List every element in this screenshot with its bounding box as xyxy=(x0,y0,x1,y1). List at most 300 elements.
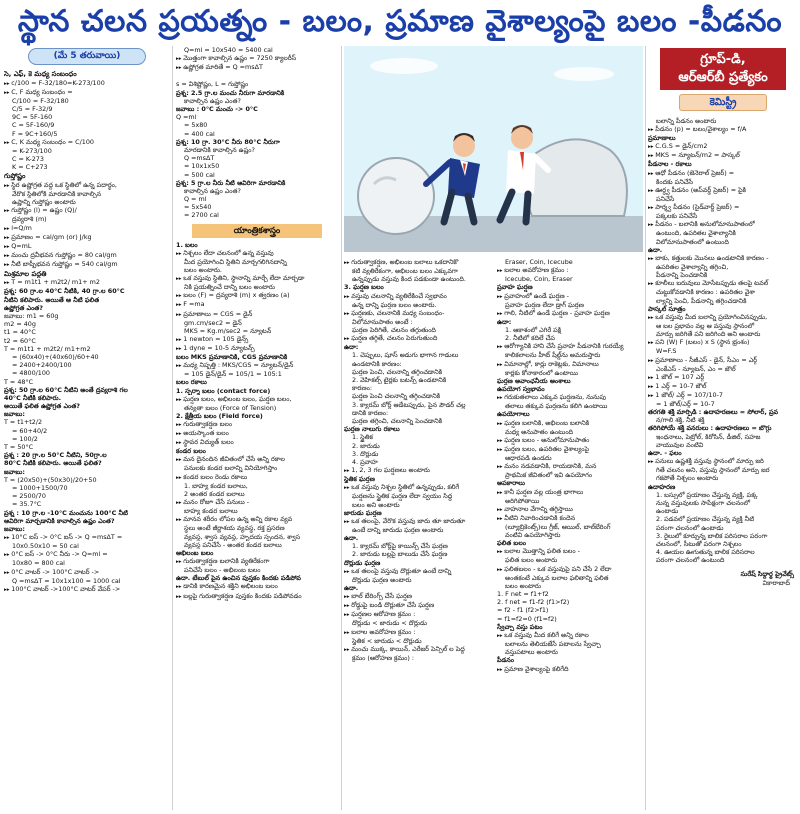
column-divider xyxy=(645,46,646,810)
text-line: ప్రవాహ ఘర్షణ లేదా డ్రాగ్ ఘర్షణ xyxy=(505,300,584,309)
text-line: ▸▸ ప్రమాణాలు = CGS = డైన్ xyxy=(176,310,338,319)
text-line: బలం అంటారు xyxy=(505,581,541,590)
text-line: ▸▸ కండర బలం రెండు రకాలు xyxy=(176,473,338,482)
text-line: 2. f net = f1-f2 (f1>f2) xyxy=(497,598,570,607)
text-line: ▸▸ బాకు, కత్తులకు మొనలు ఉండటానికి కారణం - xyxy=(648,254,798,263)
text-line: ▸▸ l=Q/m xyxy=(4,224,170,233)
text-line: ఇంధనాలు, పెట్రోల్, కిరోసిన్, డీజిల్, సహజ xyxy=(656,432,761,441)
text-line: ▸▸ ఆధో పీడనం (జెనెరాల్ ప్రెజర్) = xyxy=(648,169,798,178)
text-line: = 105 డైన్/డైన్ = 105/1 = 105:1 xyxy=(184,370,282,379)
text-line: ఉష్ణాన్ని గుప్తోష్ణం అంటారు xyxy=(12,198,76,207)
column-1-text xyxy=(4,70,170,594)
text-line: 2. నీటిలో కదిలే చేప xyxy=(505,334,555,343)
text-line: నీటిని కలిపారు. అయితే ఆ నీటి ఫలిత xyxy=(4,295,100,304)
text-line: బలం అంటారు. xyxy=(184,266,222,275)
text-line: మార్పు జరిగితే పని జరిగింది అని అంటారు xyxy=(656,330,761,339)
continued-badge: (మే 5 తరువాయి) xyxy=(28,48,146,65)
text-line: 4. ప్రవాహ xyxy=(352,457,378,466)
text-line: ▸▸ ఘర్షణకు, చలనానికి మధ్య సంబంధం- xyxy=(344,309,492,318)
text-line: గకపోతే నిశ్చలం అంటారు xyxy=(656,474,719,483)
text-line: బలం రకాలు xyxy=(176,378,207,387)
text-line: ఉదా. xyxy=(344,584,359,593)
text-line: = 2700 cal xyxy=(184,211,219,220)
text-line: విలోమానుపాతంలో ఉంటుంది xyxy=(656,237,729,246)
text-line: ఆ బల ప్రభావం వల్ల ఆ వస్తువు స్థానంలో xyxy=(656,321,755,330)
text-line: = 10x1x50 xyxy=(184,162,220,171)
text-line: ▸▸ గుప్తోష్ణం (l) = ఉష్ణం (Q)/ xyxy=(4,206,170,215)
column-5-text xyxy=(648,117,798,564)
text-line: మారడానికి కావాల్సిన ఉష్ణం? xyxy=(184,145,255,154)
text-line: ఆవిరిగా మార్చడానికి కావాల్సిన ఉష్ణం ఎంత? xyxy=(4,516,115,525)
text-line: చుట్టుకోవడానికి కారణం : ఉపరితల వైశా xyxy=(656,288,755,297)
text-line: గుప్తోష్ణం xyxy=(4,172,26,181)
text-line: పీడనం xyxy=(497,656,514,665)
text-line: ఫలిత బలం అంటారు xyxy=(505,556,558,565)
text-line: ఉదా. xyxy=(344,534,359,543)
text-line: ఉష్ణోగ్రత ఎంత? xyxy=(4,303,43,312)
text-line: 1. బస్సులో ప్రయాణం చేస్తున్న వ్యక్తి, పక్క xyxy=(656,490,758,499)
column-5 xyxy=(648,46,798,810)
text-line: వ్యవస్థ, శ్వాస వ్యవస్థ, హృదయ స్పందన, శ్వాస xyxy=(184,532,301,541)
text-line: అభిలంబ బలం xyxy=(176,548,214,557)
text-line: గితే చలనం అని, వస్తువు స్థానంలో మార్పు జర xyxy=(656,466,770,475)
text-line: ఉపరితల వైశాల్యాన్ని తగ్గించి, xyxy=(656,262,729,271)
text-line: కారణం: xyxy=(352,384,373,393)
text-line: Q =msΔT = 10x1x100 = 1000 cal xyxy=(12,576,121,585)
text-line: C/5 = F-32/9 xyxy=(12,104,53,113)
text-line: ▸▸ C, F మధ్య సంబంధం = xyxy=(4,88,170,97)
text-line: ▸▸ ఘర్షణ బలం, అభిలంబ బలం, ఘర్షణ బలం, xyxy=(176,395,338,404)
text-line: ▸▸ పార్శ్వ పీడనం (సైడ్‌వార్డ్ ప్రెజర్) = xyxy=(648,203,798,212)
text-line: దొర్లుడు ఘర్షణ xyxy=(344,558,381,567)
text-line: ఉదా. xyxy=(648,245,663,254)
text-line: 1. బాహ్య కండర బలాలు, xyxy=(184,481,248,490)
text-line: = 100/2 xyxy=(12,434,38,443)
column-2 xyxy=(176,46,338,810)
text-line: ▸▸ వస్తువు చలనాన్ని వ్యతిరేకించే స్వభావం xyxy=(344,292,492,301)
text-line: తన్యతా బలం (Force of Tension) xyxy=(184,403,277,412)
text-line: ▸▸ మంచు ముక్క, కాయిన్, ఎరేజర్ పెన్సిల్ ల పెద్ద xyxy=(344,645,492,654)
illustration-image xyxy=(344,46,643,252)
text-line: T = t1+t2/2 xyxy=(4,418,43,427)
text-line xyxy=(176,72,338,80)
text-line: న/గాలి శక్తి, నీటి శక్తి xyxy=(656,416,705,425)
text-line: కావాల్సిన ఉష్ణం ఎంత? xyxy=(184,96,241,105)
text-line: మీద ప్రయోగించి స్థితిని మార్చగలిగినదాన్ని xyxy=(184,257,287,266)
text-line: ▸▸ C.G.S = డైన్/cm2 xyxy=(648,142,798,151)
text-line: నికి ప్రయత్నించే దాన్ని బలం అంటారు xyxy=(184,283,275,292)
column-2-text-continued xyxy=(176,241,338,601)
text-line: 2. క్షేత్రీయ బలం (Field force) xyxy=(176,411,263,420)
text-line: కాలికలాలను హీట్ షీల్డ్‌ను అమరుస్తారు xyxy=(505,351,601,360)
text-line: s = విశిష్టోష్ణం, L = గుప్తోష్ణం xyxy=(176,80,249,89)
text-line: కండర బలం xyxy=(176,447,206,456)
text-line: వేరొక స్థితిలోకి మారడానికి కావాల్సిన xyxy=(12,190,102,198)
text-line: ఘర్షణ నాలుగు రకాలు xyxy=(344,425,400,434)
text-line: ▸▸ c/100 = F-32/180=K-273/100 xyxy=(4,79,170,88)
text-line: = K-273/100 xyxy=(12,146,52,155)
text-line: పక్కలకు పనిచేసే xyxy=(656,212,698,221)
text-line: 1. స్థైతిక xyxy=(352,433,373,442)
text-line: ▸▸ ప్రమాణ వైశాల్యంపై కలిగేది xyxy=(497,665,643,674)
text-line: ▸▸ బలాల మొత్తాన్ని ఫలిత బలం - xyxy=(497,547,643,556)
text-line: = f2 - f1 (f2>f1) xyxy=(497,606,549,615)
text-line: ▸▸ ఒక వస్తువు నిశ్చల స్థితిలో ఉన్నప్పుడు, కలిగే xyxy=(344,483,492,492)
text-line: ▸▸ బలం (F) = ద్రవ్యరాశి (m) x త్వరణం (a) xyxy=(176,291,338,300)
text-line: = 60+40/2 xyxy=(12,426,48,435)
text-line: C = 5F-160/9 xyxy=(12,121,55,130)
exam-banner xyxy=(660,48,786,90)
text-line: ఘర్షణ పెరిగితే, చలనం తగ్గుతుంది xyxy=(352,326,436,335)
text-line: ▸▸ MKS = న్యూటన్/m2 = పాస్కల్ xyxy=(648,151,798,160)
text-line: T = (20x50)+(50x30)/20+50 xyxy=(4,475,97,484)
text-line: ఉండటానికి కారణం: xyxy=(352,359,402,368)
text-line: 3. దొర్లుడు xyxy=(352,449,379,458)
text-line: = 1000+1500/70 xyxy=(12,483,68,492)
text-line: ఫలిత బలం xyxy=(497,539,526,548)
text-line: ఉదా. టేబుల్ పైన ఉంచిన పుస్తకం కిందకు పడిపోవ xyxy=(176,574,301,583)
text-line: ▸▸ ఒక వస్తువు మీద బలాన్ని ప్రయోగించినప్పుడు, xyxy=(648,313,798,322)
column-1 xyxy=(4,46,170,810)
text-line: 2. జారుడు xyxy=(352,441,380,450)
text-line: ▸▸ ఆరోగ్యానికి హాని చేసే ప్రవాహ పీడనానికి గురయ్యే xyxy=(497,342,643,351)
text-line: జవాబు : 0°C మంచు -> 0°C xyxy=(176,105,258,113)
text-line: స్థైతిక ఘర్షణ xyxy=(344,475,375,484)
text-line: ఉదా: xyxy=(344,343,359,352)
text-line: ప్రవాహ ఘర్షణ xyxy=(497,283,533,292)
text-line: Q=ml = 10x540 = 5400 cal xyxy=(184,46,273,54)
column-3 xyxy=(344,258,492,810)
text-line: = 2400+2400/100 xyxy=(12,361,72,370)
text-line: క్రమం (ఆరోహణ క్రమం) : xyxy=(352,653,415,662)
text-line: ▸▸ పని (W) F (బలం) x S (స్థాన భ్రంశం) xyxy=(648,338,798,347)
text-line: ▸▸ నిశ్చలం లేదా చలనంలో ఉన్న వస్తువు xyxy=(176,249,338,258)
text-line: ఉంటే దాన్ని జారుడు ఘర్షణ అంటారు xyxy=(352,525,444,534)
text-line: = f1=f2=0 (f1=f2) xyxy=(497,614,557,623)
text-line: ▸▸ ఒక తలంపై, వేరొక వస్తువు జారు తూ జారుతూ xyxy=(344,517,492,526)
text-line: ఆధారపడి ఉండదు xyxy=(505,453,552,462)
text-line: ▸▸ గురుత్వాకర్షణ, అభిలంబ బలాలు ఒకదానికొ xyxy=(344,258,492,267)
column-3-text xyxy=(344,258,492,662)
text-line: ▸▸ ఒక వస్తువు స్థితిని, స్థానాన్ని మార్చే లేదా మార్చడా xyxy=(176,274,338,283)
text-line: = 500 cal xyxy=(184,170,215,179)
text-line: నున్న వస్తువులకు సాపేక్షంగా చలనంలో xyxy=(656,498,751,507)
text-line: ▸▸ కూలీలు బరువులు మోసేటప్పుడు తలపై టవల్ xyxy=(648,279,798,288)
text-line: స్థలు అంటే జీర్ణాశయ వ్యవస్థ, రక్త ప్రసరణ xyxy=(184,524,285,533)
text-line: ▸▸ మన దైనందిన జీవితంలో చేసే అన్ని రకాల xyxy=(176,455,338,464)
text-line: Q =msΔT xyxy=(184,154,215,163)
text-line: ప్రశ్న: 5 గ్రా.ల నీరు నీటి ఆవిరిగా మారడానికి xyxy=(176,178,286,187)
text-line: ఉన్నప్పుడు వస్తువు కింద పడకుండా ఉంటుంది. xyxy=(352,275,466,284)
banner-line-2: ఆర్ఆర్‌బీ ప్రత్యేకం xyxy=(678,70,768,85)
text-line: = 5x80 xyxy=(184,121,208,130)
text-line: కిందకు పనిచేసే xyxy=(656,177,694,186)
text-line: ఉదా. - ఫలం xyxy=(648,448,682,457)
text-line: 2 అంతర కండర బలాలు xyxy=(184,489,245,498)
text-line: పనిచేసే బలం - అభిలంబ బలం xyxy=(184,566,261,575)
text-line: ▸▸ ఘర్షణ బలం - అనులోమానుపాతం xyxy=(497,436,643,445)
text-line: ▸▸ ఘర్షణ తగ్గితే, చలనం పెరుగుతుంది xyxy=(344,334,492,343)
text-line: ▸▸ పీడనం (p) = బలం/వైశాల్యం = f/A xyxy=(648,125,798,134)
text-line: స్థైతిక < జారుడు < దొర్లుడు xyxy=(352,636,422,645)
illustration-pushing-boulders xyxy=(344,46,643,252)
text-line: బాహ్య కండర బలాలు xyxy=(184,507,238,516)
text-line: ప్రశ్న: 50 గ్రా.ల 60°C నీటిని అంతే ద్రవ్యరాశి గల xyxy=(4,385,128,394)
text-line: T = 48°C xyxy=(4,377,34,386)
text-line: ▸▸ ప్రమాణం = cal/gm (or) J/kg xyxy=(4,233,170,242)
text-line: పరంగా చలనంలో ఉంటాడు xyxy=(656,523,724,532)
text-line: స్వేచ్ఛా వస్తు పటం xyxy=(497,622,543,631)
text-line: ▸▸ బలాల అవరోహణ క్రమం : xyxy=(344,628,492,637)
text-line: సె, ఎఫ్, కె మధ్య సంబంధం xyxy=(4,70,77,78)
text-line: ఘర్షణ పెంచి, చలనాన్ని తగ్గించడానికి xyxy=(352,367,443,376)
author-name: సురేష్ సిద్దార్థ ప్రైవేట్స్ xyxy=(740,570,794,579)
text-line: పాస్కల్ సూత్రం xyxy=(648,304,686,313)
text-line: T = 50°C xyxy=(4,443,34,452)
text-line: 2. వెహికల్స్ టైర్లకు బటన్స్ ఉండటానికి xyxy=(352,376,447,384)
text-line: ▸▸ ఊర్ధ్వ పీడనం (అప్‌వర్డ్ ప్రెజర్) = పైకి xyxy=(648,186,798,195)
text-line: ▸▸ పీడనం - బలానికి అనులోమానుపాతంలో xyxy=(648,220,798,229)
text-line: ప్రశ్న: 2.5 గ్రా.ల మంచు నీరుగా మారడానికి xyxy=(176,88,285,97)
text-line: ▸▸ ఒక వస్తువు మీద కలిగే అన్ని రకాల xyxy=(497,631,643,640)
text-line: కటి వ్యతిరేకంగా, అభిలంబ బలం ఎక్కువగా xyxy=(352,267,458,276)
text-line: ▸▸ వాహనాల వేగాన్ని తగ్గిస్తాయి xyxy=(497,505,643,514)
text-line: ▸▸ గరుకుతలాలు ఎక్కువ ఘర్షణను, నునుపు xyxy=(497,393,643,402)
text-line: ▸▸ డానికి కారణమైన శక్తిని అభిలంబ బలం xyxy=(176,582,338,591)
text-line: 1. F net = f1+f2 xyxy=(497,589,549,598)
text-line: జవాబు: xyxy=(4,467,25,476)
text-line: ▸▸ ప్రమాణాలు - సీజీఎస్ - డైన్, సీఎం = ఎర్గ్ xyxy=(648,356,798,365)
text-line: ▸▸ మనం నడవడానికి, రాయడానికి, మన xyxy=(497,462,643,471)
banner-line-1: గ్రూప్-డి, xyxy=(700,52,746,67)
text-line: డానికి కారణం: xyxy=(352,408,389,417)
text-line: 1. చెప్పులు, షూస్ అడుగు భాగాన గాడులు xyxy=(352,351,459,360)
text-line: = (60x40)+(40x60)/60+40 xyxy=(12,352,99,361)
text-line: ▸▸ ఒక తలంపై వస్తువు దొర్లుతూ ఉంటే దాన్ని xyxy=(344,567,492,576)
text-line: = 2500/70 xyxy=(12,492,46,501)
text-line: ఘర్షణ పెంచి చలనాన్ని తగ్గించడానికి xyxy=(352,392,441,401)
text-line: చలనంలో, సీటుతో పరంగా నిశ్చలం xyxy=(656,539,742,548)
text-line: వాయువుల వంటివి xyxy=(656,440,704,449)
text-line: ▸▸ 0°C ఐస్ -> 0°C నీరు -> Q=ml = xyxy=(4,550,170,559)
text-line: పనిచేసే xyxy=(656,194,675,203)
text-line: ▸▸ కానీ ఘర్షణ వల్ల యంత్ర భాగాలు xyxy=(497,488,643,497)
text-line: మధ్య అనుపాతం ఉంటుంది xyxy=(505,427,574,436)
text-line: విలోమానుపాతం అంటే : xyxy=(352,317,413,326)
column-2-text xyxy=(176,46,338,220)
text-line: 3. క్యారమ్ బోర్డ్ ఆడేటప్పుడు, పైన పౌడర్ చల్ల xyxy=(352,400,466,409)
text-line: = 5x540 xyxy=(184,203,212,212)
text-line: ల్యాన్ని పెంచి, పీడనాన్ని తగ్గించడానికి xyxy=(656,296,747,305)
text-line: ▸▸ స్థిర ఉష్ణోగ్రత వద్ద ఒక స్థితిలో ఉన్న పదార్థం, xyxy=(4,181,170,190)
text-line: ఉన్న దాన్ని ఘర్షణ బలం అంటారు. xyxy=(352,300,437,309)
text-line: ▸▸ ఫలితబలం - ఒక వస్తువుపై పని చేసే 2 లేదా xyxy=(497,565,643,574)
text-line: పనులకు కండర బలాన్ని వినియోగిస్తాం xyxy=(184,464,278,473)
text-line: = 4800/100 xyxy=(12,369,51,378)
text-line: ఘర్షణ తగ్గించి, చలనాన్ని పెంచడానికి xyxy=(352,416,443,425)
text-line: 1. ఆకాశంలో ఎగిరే పక్షి xyxy=(505,326,562,335)
text-line: ప్రశ్న: 10 గ్రా. 30°C నీరు 80°C నీరుగా xyxy=(176,137,280,146)
text-line: బలాన్ని పీడనం అంటారు xyxy=(656,117,717,125)
text-line: 10x80 = 800 cal xyxy=(12,559,65,568)
text-line: ▸▸ మంచు ద్రవీభవన గుప్తోష్ణం = 80 cal/gm xyxy=(4,251,170,260)
text-line: ప్రాథమిక జీవితంలో ఇవి ఉపయోగం xyxy=(505,471,593,480)
text-line: ఎంకేఎస్ - న్యూటన్, ఎం = జౌల్ xyxy=(656,364,736,373)
text-line: ▸▸ T = m1t1 + m2t2/ m1+ m2 xyxy=(4,278,170,287)
text-line: ▸▸ ప్రవాహంలో ఉండే ఘర్షణ - xyxy=(497,292,643,301)
text-line: 2. జారుడు బల్లపై బాలుడు చేసే ఘర్షణ xyxy=(352,550,448,559)
text-line: ▸▸ గురుత్వాకర్షణ బలం xyxy=(176,420,338,429)
text-line: ఘర్షణను స్థైతిక ఘర్షణ లేదా స్వయం సిద్ధ xyxy=(352,492,453,501)
text-line: 9C = 5F-160 xyxy=(12,113,53,122)
text-line: ▸▸ 1, 2, 3 గల ఘర్షణలు అంటారు xyxy=(344,466,492,475)
text-line: బలం MKS ప్రమాణానికి, CGS ప్రమాణానికి xyxy=(176,352,288,361)
text-line: 1. క్యారమ్ బోర్డ్‌పై కాయిన్స్ చేసే ఘర్షణ xyxy=(352,542,448,551)
column-divider xyxy=(341,46,342,810)
text-line: ▸▸ బల్లపై గురుత్వాకర్షణ పుస్తకం కిందకు పడిపోవడం xyxy=(176,592,338,601)
text-line: ప్రశ్న : 10 గ్రా.ల -10°C మంచును 100°C నీటి xyxy=(4,508,128,517)
text-line: 2. పడవలో ప్రయాణం చేస్తున్న వ్యక్తి నీటి xyxy=(656,515,755,524)
text-line: ▸▸ మొత్తంగా కావాల్సిన ఉష్ణం = 7250 క్యాలరీస్ xyxy=(176,54,338,63)
text-line: ▸▸ ఘర్షణ బలానికి, అభిలంబ బలానికి xyxy=(497,419,643,428)
text-line: బలాలను తెలియజేసే పటాలను స్వేచ్ఛా xyxy=(505,639,601,648)
text-line: 3. ఘర్షణ బలం xyxy=(344,283,384,292)
text-line: కావాల్సిన ఉష్ణం ఎంత? xyxy=(184,186,241,195)
text-line: జవాబు: m1 = 60g xyxy=(4,312,59,321)
text-line: ▸▸ 10°C ఐస్ -> 0°C ఐస్ -> Q =msΔT = xyxy=(4,533,170,542)
text-line: m2 = 40g xyxy=(4,320,36,329)
text-line: ▸▸ Q=mL xyxy=(4,242,170,251)
text-line: C/100 = F-32/180 xyxy=(12,96,69,105)
article-headline: స్థాన చలన ప్రయత్నం - బలం, ప్రమాణ వైశాల్యంపై బలం -పీడనం xyxy=(17,4,783,39)
text-line: K = C+273 xyxy=(12,163,48,172)
text-line: ▸▸ మనం రోజూ చేసే పనులు - xyxy=(176,498,338,507)
text-line: ▸▸ అయస్కాంత బలం xyxy=(176,429,338,438)
text-line: ఉదాహరణ xyxy=(648,482,676,491)
text-line: అరిగిపోతాయి xyxy=(505,496,540,505)
text-line: 4. ఊయల ఊగుతున్న బాలిక పరిసరాల xyxy=(656,548,755,557)
text-line: = 400 cal xyxy=(184,129,215,138)
text-line: = 1 జౌల్/ఎర్గ్ = 10-7 xyxy=(656,399,715,408)
text-line: 1. స్పర్శా బలం (contact force) xyxy=(176,386,271,395)
text-line: ▸▸ 1 జౌల్ = 107 ఎర్గ్ xyxy=(648,373,798,382)
text-line: ▸▸ 0°C వాటర్ -> 100°C వాటర్ -> xyxy=(4,568,170,577)
text-line: ▸▸ మధ్య నిష్పత్తి : MKS/CGS = న్యూటన్/డైన్ xyxy=(176,361,338,370)
text-line: తలాలు తక్కువ ఘర్షణను కలిగి ఉంటాయి xyxy=(505,402,608,411)
text-line: ఉదా: xyxy=(497,317,512,326)
author-place: వికారాబాద్ xyxy=(762,578,790,587)
text-line: t2 = 60°C xyxy=(4,336,36,345)
text-line: F = 9C+160/5 xyxy=(12,129,58,138)
section-heading: యాంత్రికశాస్త్రం xyxy=(192,224,322,238)
text-line: 80°C నీటికి కలిపారు. అయితే ఫలిత? xyxy=(4,459,102,468)
text-line: Icecube, Coin, Eraser xyxy=(505,275,573,284)
text-line: ▸▸ 1 ఎర్గ్ = 10-7 జౌల్ xyxy=(648,382,798,391)
text-line: Q = ml xyxy=(184,195,207,204)
text-line: ▸▸ 1 dyne = 10-5 న్యూటన్స్ xyxy=(176,344,338,353)
text-line: Eraser, Coin, Icecube xyxy=(505,258,573,266)
text-line: జారుడు ఘర్షణ xyxy=(344,508,382,517)
text-line: వ్యవస్థ పనిచేసే - అంతర కండర బలాలు xyxy=(184,540,282,549)
text-line: ▸▸ పనులు ఉష్ణశక్తి వస్తువు స్థానంలో మార్పు జరి xyxy=(648,457,798,466)
text-line: ▸▸ బలాల అవరోహణ క్రమం : xyxy=(497,266,643,275)
text-line: 10x0.50x10 = 50 cal xyxy=(12,542,79,551)
text-line: ▸▸ స్థావర విద్యుత్ బలం xyxy=(176,438,338,447)
text-line: పరంగా చలనంలో ఉంటుంది xyxy=(656,556,725,565)
text-line: ప్రశ్న: 60 గ్రా.ల 40°C నీటికి, 40 గ్రా.ల 60°C xyxy=(4,287,125,296)
text-line: బలం అని అంటారు xyxy=(352,500,400,509)
text-line: 40°C నీటికి కలిపారు. xyxy=(4,393,62,402)
text-line: ▸▸ ఘర్షణ బలం, ఉపరితల వైశాల్యంపై xyxy=(497,445,643,454)
text-line: ▸▸ గాలి, నీటిలో ఉండే ఘర్షణ - ప్రవాహ ఘర్షణ xyxy=(497,309,643,318)
text-line: 1. బలం xyxy=(176,240,198,249)
text-line: ఉపయోగ స్వభావం xyxy=(497,385,545,394)
text-line: పీడనాల - రకాలు xyxy=(648,160,692,169)
text-line: C = K-273 xyxy=(12,154,44,163)
text-line: gm.cm/sec2 = డైన్ xyxy=(184,318,242,327)
text-line: ▸▸ విమానాల్లో, కార్లు రాకెట్లకు, విమానాలు xyxy=(497,360,643,369)
text-line: T = m1t1 + m2t2/ m1+m2 xyxy=(4,344,91,353)
text-line: అంతకంటే ఎక్కువ బలాల ఫలితాన్ని ఫలిత xyxy=(505,573,609,582)
text-line: ▸▸ గురుత్వాకర్షణ బలానికి వ్యతిరేకంగా xyxy=(176,557,338,566)
text-line: ▸▸ 1 జౌల్/ ఎర్గ్ = 107/10-7 xyxy=(648,391,798,400)
text-line: ▸▸ మానవ శరీరం లోపల ఉన్న అన్ని రకాల వ్యవ xyxy=(176,515,338,524)
text-line: ▸▸ ఘర్షణల ఆరోహణ క్రమం : xyxy=(344,610,492,619)
text-line: అయితే ఫలిత ఉష్ణోగ్రత ఎంత? xyxy=(4,402,80,411)
text-line: MKS = Kg.m/sec2 = న్యూటన్ xyxy=(184,326,272,335)
text-line: (ల్యూబ్రికెంట్స్)లు గ్రీజ్, ఆయిల్, బాల్‌బేరింగ్ xyxy=(505,522,611,531)
column-4-text xyxy=(497,258,643,674)
text-line: ప్రశ్న : 20 గ్రా.ల 50°C నీటిని, 50గ్రా.ల xyxy=(4,451,107,460)
text-line: ▸▸ బాల్ బేరింగ్స్ చేసే ఘర్షణ xyxy=(344,592,492,601)
text-line: t1 = 40°C xyxy=(4,328,36,337)
text-line: పీడనాన్ని పెంచడానికి xyxy=(656,271,708,280)
text-line: ▸▸ C, K మధ్య సంబంధం = C/100 xyxy=(4,138,170,147)
text-line: Q =ml xyxy=(176,113,197,122)
text-line: ▸▸ 1 newton = 105 డైన్స్ xyxy=(176,335,338,344)
text-line: దొర్లుడు ఘర్షణ అంటారు xyxy=(352,575,412,584)
text-line: ఉంటుంది, ఉపరితల వైశాల్యానికి xyxy=(656,229,736,238)
text-line: ద్రవ్యరాశి (m) xyxy=(12,215,47,224)
text-line: తరగతి శక్తి మార్పిడి : ఉదాహరణలు = సోలార్, ప్రవ xyxy=(648,408,779,417)
text-line: వంటివి ఉపయోగిస్తారు xyxy=(505,530,561,539)
text-line: ప్రమాణాలు xyxy=(648,134,676,143)
text-line: ▸▸ వీటిని నివారించడానికి కందెన xyxy=(497,514,643,523)
text-line: అపకారాలు xyxy=(497,479,525,488)
text-line: జవాబు: xyxy=(4,410,25,419)
text-line: = 35.7°C xyxy=(12,500,42,509)
text-line: జవాబు: xyxy=(4,524,25,533)
text-line: వస్తుపటాలు అంటారు xyxy=(505,648,558,657)
column-4 xyxy=(497,258,643,810)
text-line: దొర్లుడు < జారుడు < దొర్లుడు xyxy=(352,619,427,628)
text-line: మిశ్రమాల పద్ధతి xyxy=(4,269,47,278)
text-line: ▸▸ నీటి బాష్పీభవన గుప్తోష్ణం = 540 cal/gm xyxy=(4,260,170,269)
column-divider xyxy=(172,46,173,810)
text-line: ఉపయోగాలు xyxy=(497,410,530,419)
text-line: ▸▸ 100°C వాటర్ ->100°C వాటర్ వేపర్ -> xyxy=(4,585,170,594)
text-line: W=F.S xyxy=(656,347,677,356)
text-line: ▸▸ రోడ్డుపై బండి దొర్లుతూ చేసే ఘర్షణ xyxy=(344,601,492,610)
subject-tag: కెమిస్ట్రీ xyxy=(679,94,767,111)
text-line: ఉంటాడు xyxy=(656,507,679,516)
text-line: తరిగిపోయే శక్తి వనరులు : ఉదాహరణలు = బొగ్గు xyxy=(648,424,772,433)
text-line: కార్లకు కోనాకారంలో ఉంటాయి xyxy=(505,368,578,377)
text-line: ఘర్షణ అవాంఛనీయ అంశాలు xyxy=(497,376,571,385)
text-line: ▸▸ ఉష్ణోగ్రత మారితే = Q =msΔT xyxy=(176,63,338,72)
text-line: ▸▸ F =ma xyxy=(176,300,338,309)
text-line: 3. రైలులో కూర్చున్న బాలిక పరిసరాల పరంగా xyxy=(656,531,768,540)
